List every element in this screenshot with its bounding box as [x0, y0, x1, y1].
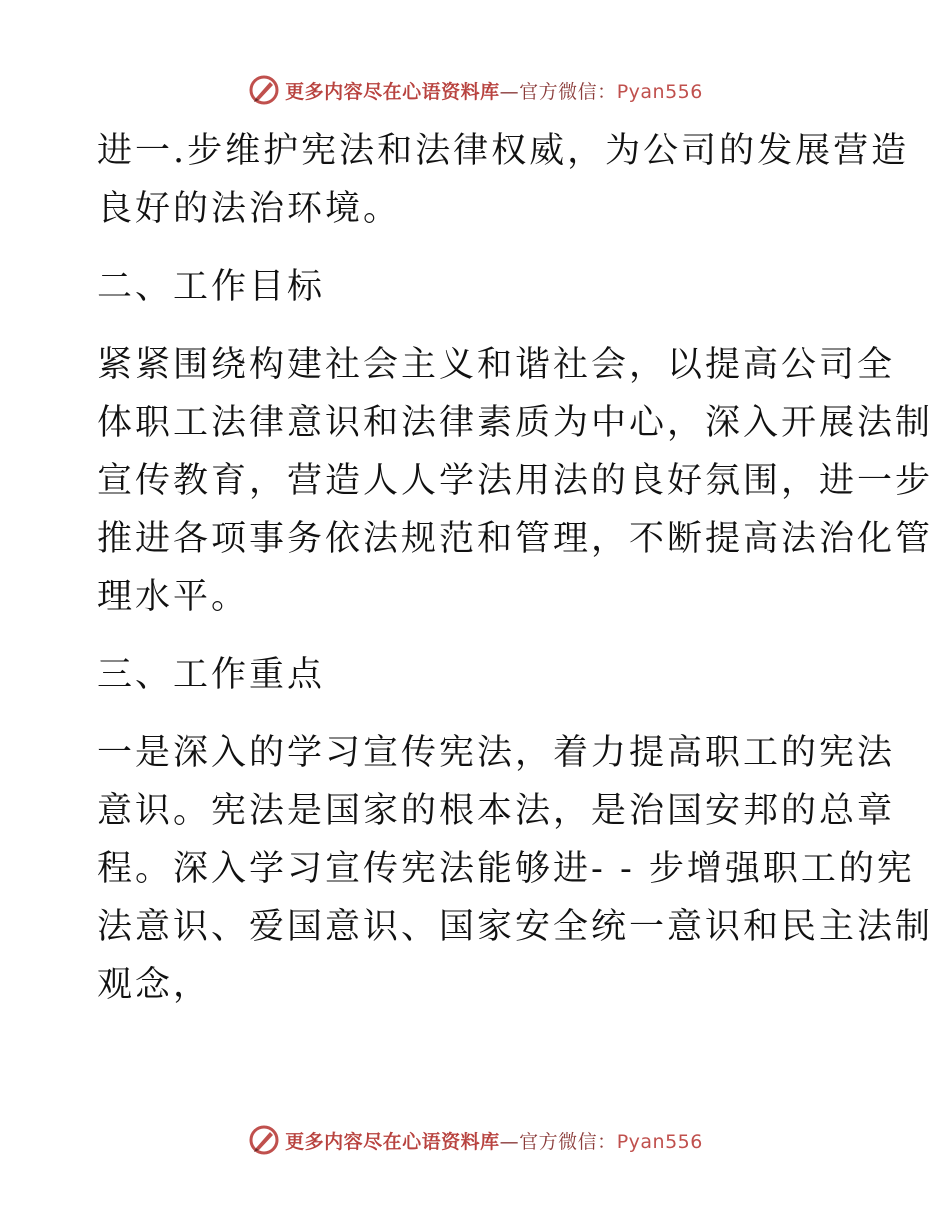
pen-logo-icon — [247, 1123, 281, 1157]
header-banner — [0, 70, 950, 110]
footer-wechat: 官方微信： — [519, 1130, 617, 1153]
header-brand: 更多内容尽在心语资料库 — [285, 80, 500, 103]
paragraph-3-line: 法意识、爱国意识、国家安全统一意识和民主法制 — [97, 907, 934, 947]
header-handle: Pyan556 — [616, 80, 703, 103]
section-heading-goals: 二、工作目标 — [97, 267, 326, 307]
document-body — [97, 122, 934, 1014]
header-text — [285, 77, 703, 104]
paragraph-2-line: 体职工法律意识和法律素质为中心，深入开展法制 — [97, 403, 934, 443]
paragraph-2-line: 推进各项事务依法规范和管理，不断提高法治化管 — [97, 519, 934, 559]
header-wechat: 官方微信： — [519, 80, 617, 103]
footer-text — [285, 1127, 703, 1154]
paragraph-2-line: 宣传教育，营造人人学法用法的良好氛围，进一步 — [97, 461, 934, 501]
footer-banner — [0, 1120, 950, 1160]
paragraph-3-line: 意识。宪法是国家的根本法，是治国安邦的总章 — [97, 791, 896, 831]
pen-logo-icon — [247, 73, 281, 107]
paragraph-2-line: 紧紧围绕构建社会主义和谐社会，以提高公司全 — [97, 345, 896, 385]
footer-brand: 更多内容尽在心语资料库 — [285, 1130, 500, 1153]
paragraph-3-line: 一是深入的学习宣传宪法，着力提高职工的宪法 — [97, 733, 896, 773]
footer-dash: — — [499, 1130, 520, 1153]
paragraph-1-line: 进一.步维护宪法和法律权威，为公司的发展营造 — [97, 131, 910, 171]
header-dash: — — [499, 80, 520, 103]
paragraph-1-line: 良好的法治环境。 — [97, 189, 402, 229]
section-heading-focus: 三、工作重点 — [97, 655, 326, 695]
paragraph-2-line: 理水平。 — [97, 577, 250, 617]
footer-handle: Pyan556 — [616, 1130, 703, 1153]
paragraph-3-line: 观念， — [97, 965, 212, 1005]
paragraph-3-line: 程。深入学习宣传宪法能够进- - 步增强职工的宪 — [97, 849, 915, 889]
